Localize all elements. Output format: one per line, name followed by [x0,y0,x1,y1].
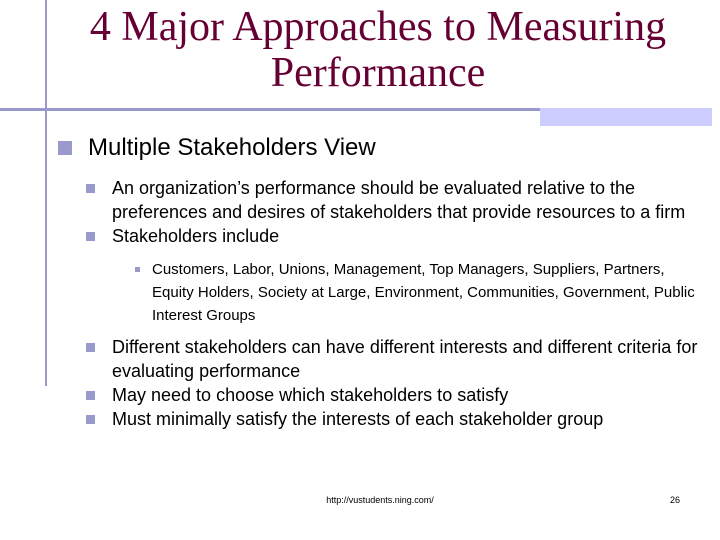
sub-bullet-text: Customers, Labor, Unions, Management, Top Managers, Suppliers, Partners, Equity Holders, Society at Large, Environment, Communities, Government, Public Interest Groups [152,261,695,324]
square-bullet-icon [86,343,95,352]
bullet-text: An organization’s performance should be evaluated relative to the preferences and desires of stakeholders that provide resources to a firm [112,178,686,222]
bullet-item [86,335,708,383]
square-bullet-icon [135,267,140,272]
bullet-text: Must minimally satisfy the interests of each stakeholder group [112,409,604,429]
bullet-text: Stakeholders include [112,226,280,246]
page-number: 26 [669,495,680,505]
slide-title: 4 Major Approaches to Measuring Performance [89,4,667,96]
bullet-item [86,407,708,431]
square-bullet-icon [86,184,95,193]
footer-url: http://vustudents.ning.com/ [326,495,434,505]
square-bullet-icon [86,232,95,241]
bullet-item [86,176,708,224]
bullet-text: Different stakeholders can have different interests and different criteria for evaluating performance [112,337,698,381]
heading-bullet [58,134,708,162]
heading-text: Multiple Stakeholders View [88,134,376,161]
square-bullet-icon [86,415,95,424]
square-bullet-icon [58,141,72,155]
bullet-item [86,224,708,248]
left-decorative-bar [0,0,47,386]
square-bullet-icon [86,391,95,400]
title-accent-block [540,108,712,126]
slide-content [58,134,708,431]
bullet-item [86,383,708,407]
sub-bullet-item [135,258,708,327]
bullet-text: May need to choose which stakeholders to satisfy [112,385,509,405]
